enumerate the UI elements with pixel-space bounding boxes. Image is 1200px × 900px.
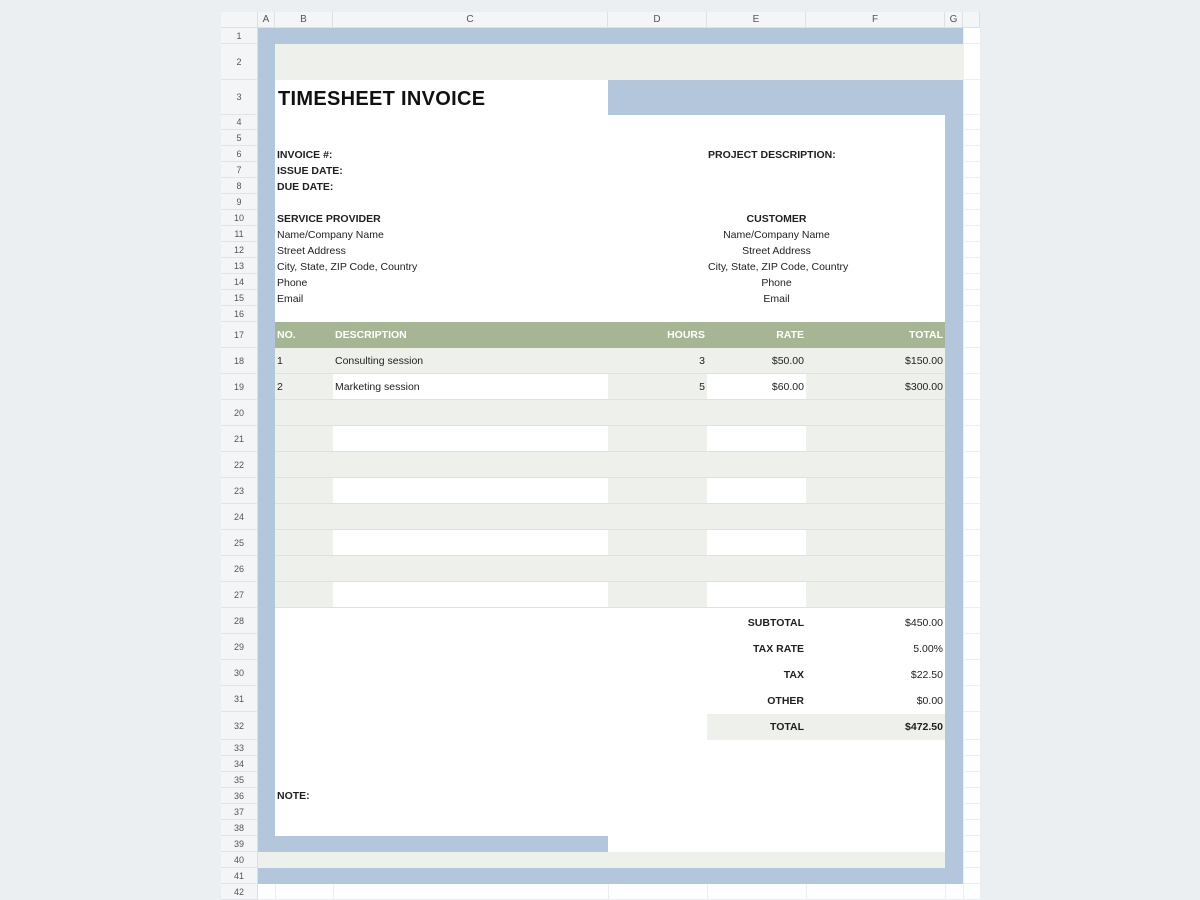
page-title: TIMESHEET INVOICE: [278, 88, 486, 110]
row-header[interactable]: 42: [221, 884, 258, 900]
frame-left-band: [258, 28, 275, 836]
table-cell[interactable]: [608, 582, 707, 608]
table-cell[interactable]: [707, 452, 806, 478]
row-header[interactable]: 20: [221, 400, 258, 426]
customer-email: Email: [763, 293, 790, 305]
frame-right-band: [945, 28, 963, 884]
row-header[interactable]: 31: [221, 686, 258, 712]
table-cell[interactable]: [333, 426, 608, 452]
customer-phone: Phone: [761, 277, 792, 289]
issue-date-label: ISSUE DATE:: [277, 165, 343, 177]
col-header-hours: HOURS: [667, 329, 705, 341]
row-header[interactable]: 18: [221, 348, 258, 374]
table-cell[interactable]: [707, 504, 806, 530]
subtotal-value[interactable]: $450.00: [905, 617, 943, 629]
spreadsheet[interactable]: [221, 12, 980, 900]
column-header[interactable]: D: [608, 12, 707, 28]
table-cell-description: Consulting session: [335, 355, 424, 367]
column-header[interactable]: E: [707, 12, 806, 28]
row-header[interactable]: 21: [221, 426, 258, 452]
table-cell[interactable]: [806, 556, 945, 582]
tax-rate-label: TAX RATE: [753, 643, 804, 655]
col-header-total: TOTAL: [908, 329, 943, 341]
row-header[interactable]: 5: [221, 130, 258, 146]
table-cell-hours: 5: [699, 381, 705, 393]
row-header[interactable]: 36: [221, 788, 258, 804]
row-header[interactable]: 3: [221, 80, 258, 115]
table-cell-total: $150.00: [905, 355, 943, 367]
table-cell[interactable]: [806, 478, 945, 504]
frame-title-block: [608, 80, 963, 115]
row-header[interactable]: 22: [221, 452, 258, 478]
tax-rate-value[interactable]: 5.00%: [913, 643, 943, 655]
table-cell-rate: $60.00: [771, 381, 804, 393]
row-header[interactable]: 32: [221, 712, 258, 740]
column-header[interactable]: G: [945, 12, 963, 28]
provider-city: City, State, ZIP Code, Country: [277, 261, 418, 273]
column-header[interactable]: B: [275, 12, 333, 28]
frame-top-band: [258, 28, 963, 44]
select-all-corner[interactable]: [221, 12, 258, 28]
row-header[interactable]: 19: [221, 374, 258, 400]
table-cell[interactable]: [707, 426, 806, 452]
table-cell[interactable]: [275, 426, 333, 452]
row-header[interactable]: 28: [221, 608, 258, 634]
row-header[interactable]: 25: [221, 530, 258, 556]
table-cell-description: Marketing session: [335, 381, 420, 393]
row-header[interactable]: 24: [221, 504, 258, 530]
row-header[interactable]: 16: [221, 306, 258, 322]
table-cell[interactable]: [275, 556, 333, 582]
column-header[interactable]: C: [333, 12, 608, 28]
row-header[interactable]: 35: [221, 772, 258, 788]
frame-bottom-band: [258, 868, 963, 884]
provider-heading: SERVICE PROVIDER: [277, 213, 381, 225]
gridline: [963, 28, 964, 900]
subtotal-label: SUBTOTAL: [747, 617, 804, 629]
customer-city: City, State, ZIP Code, Country: [708, 261, 849, 273]
row-header[interactable]: 8: [221, 178, 258, 194]
row-header[interactable]: 38: [221, 820, 258, 836]
table-cell[interactable]: [608, 556, 707, 582]
note-label: NOTE:: [277, 790, 310, 802]
table-cell[interactable]: [275, 504, 333, 530]
row-header[interactable]: 7: [221, 162, 258, 178]
table-cell[interactable]: [333, 452, 608, 478]
row-header[interactable]: 39: [221, 836, 258, 852]
invoice-number-label: INVOICE #:: [277, 149, 333, 161]
row-header[interactable]: 4: [221, 115, 258, 130]
row-header[interactable]: 13: [221, 258, 258, 274]
table-cell[interactable]: [333, 400, 608, 426]
row-header[interactable]: 12: [221, 242, 258, 258]
row-header[interactable]: 9: [221, 194, 258, 210]
customer-street: Street Address: [742, 245, 811, 257]
table-cell[interactable]: [608, 530, 707, 556]
table-cell[interactable]: [806, 452, 945, 478]
row-header[interactable]: 11: [221, 226, 258, 242]
customer-heading: CUSTOMER: [746, 213, 807, 225]
table-cell[interactable]: [275, 582, 333, 608]
row-header[interactable]: 40: [221, 852, 258, 868]
table-cell[interactable]: [707, 478, 806, 504]
row-header[interactable]: 10: [221, 210, 258, 226]
provider-email: Email: [277, 293, 304, 305]
table-cell[interactable]: [707, 582, 806, 608]
row-header[interactable]: 27: [221, 582, 258, 608]
table-cell[interactable]: [275, 478, 333, 504]
header-band-row2: [275, 44, 963, 80]
other-label: OTHER: [767, 695, 804, 707]
table-cell[interactable]: [333, 530, 608, 556]
due-date-label: DUE DATE:: [277, 181, 334, 193]
table-cell[interactable]: [608, 426, 707, 452]
row-header[interactable]: 17: [221, 322, 258, 348]
table-cell[interactable]: [275, 530, 333, 556]
table-cell[interactable]: [707, 556, 806, 582]
col-header-description: DESCRIPTION: [335, 329, 407, 341]
table-cell[interactable]: [275, 400, 333, 426]
table-cell[interactable]: [806, 426, 945, 452]
provider-phone: Phone: [277, 277, 308, 289]
project-description-label: PROJECT DESCRIPTION:: [708, 149, 836, 161]
table-cell[interactable]: [806, 582, 945, 608]
row-header[interactable]: 14: [221, 274, 258, 290]
table-cell[interactable]: [608, 504, 707, 530]
row-header[interactable]: 29: [221, 634, 258, 660]
row-header[interactable]: 26: [221, 556, 258, 582]
table-cell[interactable]: [608, 400, 707, 426]
row-header[interactable]: 1: [221, 28, 258, 44]
table-cell[interactable]: [333, 556, 608, 582]
table-cell[interactable]: [608, 478, 707, 504]
table-cell-rate: $50.00: [771, 355, 804, 367]
row-header[interactable]: 2: [221, 44, 258, 80]
table-cell[interactable]: [333, 504, 608, 530]
row-header[interactable]: 37: [221, 804, 258, 820]
row-header[interactable]: 23: [221, 478, 258, 504]
column-header-filler: [963, 12, 980, 28]
customer-name: Name/Company Name: [723, 229, 830, 241]
col-header-rate: RATE: [776, 329, 804, 341]
table-cell[interactable]: [333, 582, 608, 608]
row-header[interactable]: 34: [221, 756, 258, 772]
grand-total-label: TOTAL: [769, 721, 804, 733]
row-header[interactable]: 41: [221, 868, 258, 884]
table-cell-no: 1: [277, 355, 283, 367]
row-header[interactable]: 15: [221, 290, 258, 306]
provider-name: Name/Company Name: [277, 229, 384, 241]
footer-band-row40: [258, 852, 945, 868]
table-cell[interactable]: [707, 530, 806, 556]
table-cell[interactable]: [806, 530, 945, 556]
table-cell[interactable]: [333, 478, 608, 504]
tax-label: TAX: [783, 669, 804, 681]
frame-bottom-left-band: [258, 836, 608, 852]
table-cell-total: $300.00: [905, 381, 943, 393]
row-header[interactable]: 6: [221, 146, 258, 162]
col-header-no: NO.: [277, 329, 296, 341]
other-value[interactable]: $0.00: [916, 695, 943, 707]
table-cell-hours: 3: [699, 355, 705, 367]
grand-total-value[interactable]: $472.50: [905, 721, 943, 733]
customer-block: [708, 213, 849, 309]
table-cell-no: 2: [277, 381, 283, 393]
provider-street: Street Address: [277, 245, 346, 257]
row-header[interactable]: 33: [221, 740, 258, 756]
table-cell[interactable]: [608, 452, 707, 478]
tax-value[interactable]: $22.50: [910, 669, 943, 681]
table-cell[interactable]: [707, 400, 806, 426]
table-cell[interactable]: [275, 452, 333, 478]
table-cell[interactable]: [806, 504, 945, 530]
table-cell[interactable]: [806, 400, 945, 426]
column-header[interactable]: F: [806, 12, 945, 28]
row-header[interactable]: 30: [221, 660, 258, 686]
column-header[interactable]: A: [258, 12, 275, 28]
